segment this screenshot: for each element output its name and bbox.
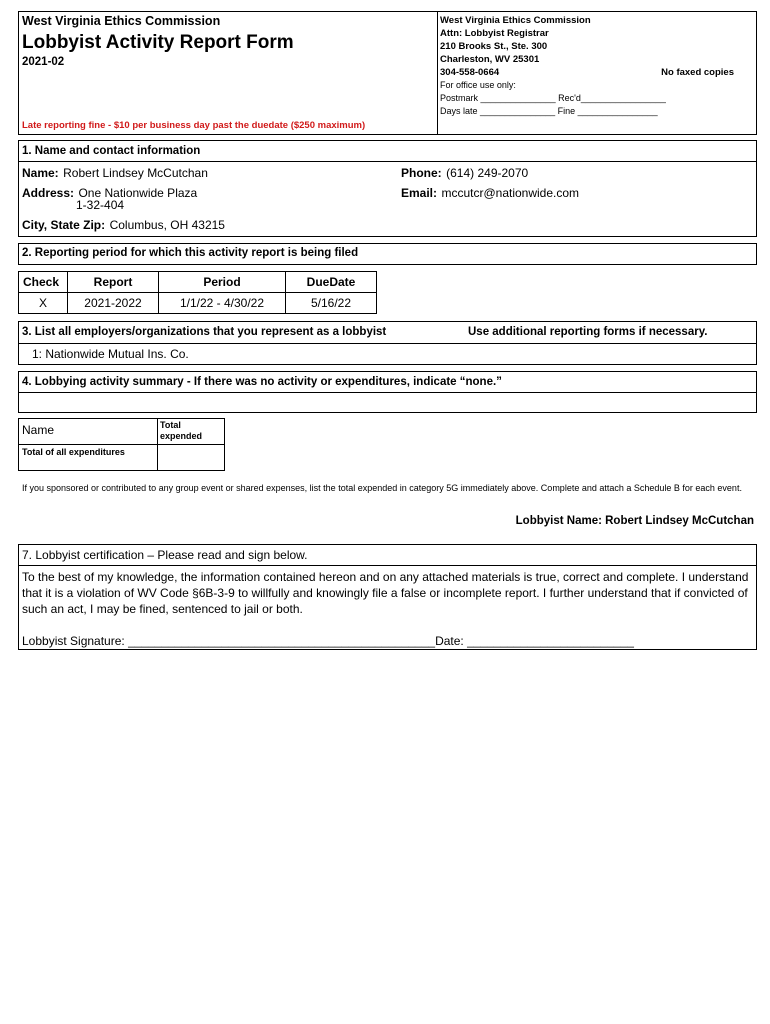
col-report: Report <box>68 272 159 293</box>
cell-period: 1/1/22 - 4/30/22 <box>159 293 286 314</box>
expenditure-row-divider <box>18 444 225 445</box>
name-value: Robert Lindsey McCutchan <box>63 166 208 180</box>
section-certification-divider <box>18 565 757 566</box>
office-use-row-2: Days late _______________ Fine ________________ <box>440 106 658 116</box>
name-row <box>22 164 208 182</box>
signature-line: Lobbyist Signature: ______________________________________________Date: _________________________ <box>22 634 634 648</box>
office-use-block <box>440 79 666 118</box>
section-employers-heading: 3. List all employers/organizations that you represent as a lobbyist <box>22 326 387 338</box>
address-value-1: One Nationwide Plaza <box>78 186 198 200</box>
section-employers-divider <box>18 343 757 344</box>
address-line-3: 210 Brooks St., Ste. 300 <box>440 41 548 52</box>
email-label: Email: <box>401 186 438 200</box>
commission-name: West Virginia Ethics Commission <box>22 14 221 28</box>
address-value-2: 1-32-404 <box>76 198 125 212</box>
col-duedate: DueDate <box>286 272 377 293</box>
address-line-1: West Virginia Ethics Commission <box>440 15 591 26</box>
section-period-heading: 2. Reporting period for which this activity report is being filed <box>22 247 359 259</box>
city-value: Columbus, OH 43215 <box>109 218 225 232</box>
total-all-label: Total of all expenditures <box>22 447 125 457</box>
form-number: 2021-02 <box>22 56 65 68</box>
email-value: mccutcr@nationwide.com <box>441 186 580 200</box>
mailing-address <box>440 14 756 79</box>
commission-phone: 304-558-0664 <box>440 67 500 78</box>
section-contact-divider <box>18 161 757 162</box>
section-certification-heading: 7. Lobbyist certification – Please read and sign below. <box>22 548 308 562</box>
col-check: Check <box>19 272 68 293</box>
cell-duedate: 5/16/22 <box>286 293 377 314</box>
form-title: Lobbyist Activity Report Form <box>22 32 294 53</box>
section-activity-heading: 4. Lobbying activity summary - If there was no activity or expenditures, indicate “none.” <box>22 376 502 388</box>
total-expended-label: Total expended <box>160 420 203 441</box>
city-label: City, State Zip: <box>22 218 106 232</box>
expenditure-name-label: Name <box>22 423 55 437</box>
cell-check: X <box>19 293 68 314</box>
period-table <box>18 271 377 314</box>
email-row <box>401 184 579 202</box>
certification-text: To the best of my knowledge, the information contained hereon and on any attached materials is true, correct and complete. I understand that it is a violation of WV Code §6B-3-9 to willfully and knowingly file a false or incomplete report. I further understand that if convicted of such an act, I may be fined, sentenced to jail or both. <box>22 570 749 616</box>
city-row <box>22 216 225 234</box>
address-line-2: Attn: Lobbyist Registrar <box>440 28 549 39</box>
address-label: Address: <box>22 186 75 200</box>
employer-item: 1: Nationwide Mutual Ins. Co. <box>32 347 189 361</box>
phone-label: Phone: <box>401 166 442 180</box>
col-period: Period <box>159 272 286 293</box>
office-use-label: For office use only: <box>440 80 516 90</box>
additional-forms-note: Use additional reporting forms if necessary. <box>468 326 708 338</box>
sponsor-note: If you sponsored or contributed to any group event or shared expenses, list the total expended in category 5G immediately above. Complete and attach a Schedule B for each event. <box>22 483 742 493</box>
phone-row <box>401 164 528 182</box>
no-fax-note: No faxed copies <box>661 67 734 78</box>
lobbyist-name-line: Lobbyist Name: Robert Lindsey McCutchan <box>515 515 754 527</box>
section-activity-divider <box>18 392 757 393</box>
phone-value: (614) 249-2070 <box>446 166 529 180</box>
late-fine-notice: Late reporting fine - $10 per business day past the duedate ($250 maximum) <box>22 120 366 131</box>
cell-report: 2021-2022 <box>68 293 159 314</box>
section-contact-heading: 1. Name and contact information <box>22 145 201 157</box>
address-line-4: Charleston, WV 25301 <box>440 54 540 65</box>
header-left-box <box>18 11 438 135</box>
name-label: Name: <box>22 166 59 180</box>
office-use-row-1: Postmark _______________ Rec'd_________________ <box>440 93 666 103</box>
